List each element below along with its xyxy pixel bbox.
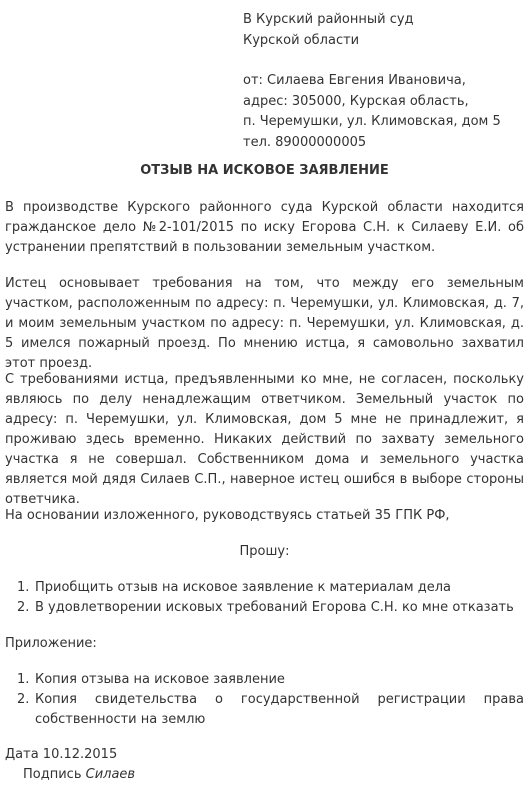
court-name-line2: Курской области (243, 32, 360, 48)
document-header (243, 10, 501, 153)
list-item-number: 2. (17, 600, 30, 615)
signature-line (23, 765, 135, 785)
paragraph-case-info: В производстве Курского районного суда Курской области находится гражданское дело №2-101/2015 по иску Егорова С.Н. к Силаеву Е.И. об устранении препятствий в пользовании земельным участком. (5, 200, 524, 255)
court-name-line1: В Курский районный суд (243, 12, 414, 27)
list-item-text: Копия свидетельства о государственной регистрации права собственности на землю (35, 692, 524, 727)
list-item-number: 2. (17, 692, 30, 707)
list-item (0, 670, 529, 690)
list-item-text: В удовлетворении исковых требований Егорова С.Н. ко мне отказать (35, 600, 514, 615)
sender-phone: тел. 89000000005 (243, 134, 367, 150)
list-item (0, 598, 529, 618)
list-item-number: 1. (17, 580, 30, 595)
signature-value: Силаев (85, 767, 136, 782)
date-line: Дата 10.12.2015 (5, 747, 118, 762)
document-title: ОТЗЫВ НА ИСКОВОЕ ЗАЯВЛЕНИЕ (140, 163, 389, 178)
paragraph-legal-basis: На основании изложенного, руководствуясь статьей 35 ГПК РФ, (5, 508, 450, 523)
attachments-list (0, 670, 529, 730)
request-heading: Прошу: (239, 544, 290, 559)
list-item-text: Приобщить отзыв на исковое заявление к материалам дела (35, 580, 451, 595)
signature-label: Подпись (23, 767, 82, 782)
paragraph-claim-basis: Истец основывает требования на том, что между его земельным участком, расположенным по адресу: п. Черемушки, ул. Климовская, д. 7, и моим земельным участком по адресу: п. Черемушки, ул. Климовская, д. 5 имелся пожарный проезд. По мнению истца, я самовольно захватил этот проезд. (5, 276, 524, 371)
list-item-text: Копия отзыва на исковое заявление (35, 672, 285, 687)
paragraph-objection: С требованиями истца, предъявленными ко мне, не согласен, поскольку являюсь по делу ненадлежащим ответчиком. Земельный участок по адресу: п. Черемушки, ул. Климовская, дом 5 мне не принадлежит, я проживаю здесь временно. Никаких действий по захвату земельного участка я не совершал. Собственником дома и земельного участка является мой дядя Силаев С.П., наверное истец ошибся в выборе стороны ответчика. (5, 372, 524, 507)
sender-name: от: Силаева Евгения Ивановича, (243, 73, 466, 88)
list-item-number: 1. (17, 672, 30, 687)
header-gap (243, 51, 501, 71)
list-item (0, 690, 529, 730)
request-list (0, 578, 529, 618)
attachments-heading: Приложение: (5, 636, 97, 651)
sender-address-line1: адрес: 305000, Курская область, (243, 93, 469, 109)
sender-address-line2: п. Черемушки, ул. Климовская, дом 5 (243, 114, 501, 129)
list-item (0, 578, 529, 598)
